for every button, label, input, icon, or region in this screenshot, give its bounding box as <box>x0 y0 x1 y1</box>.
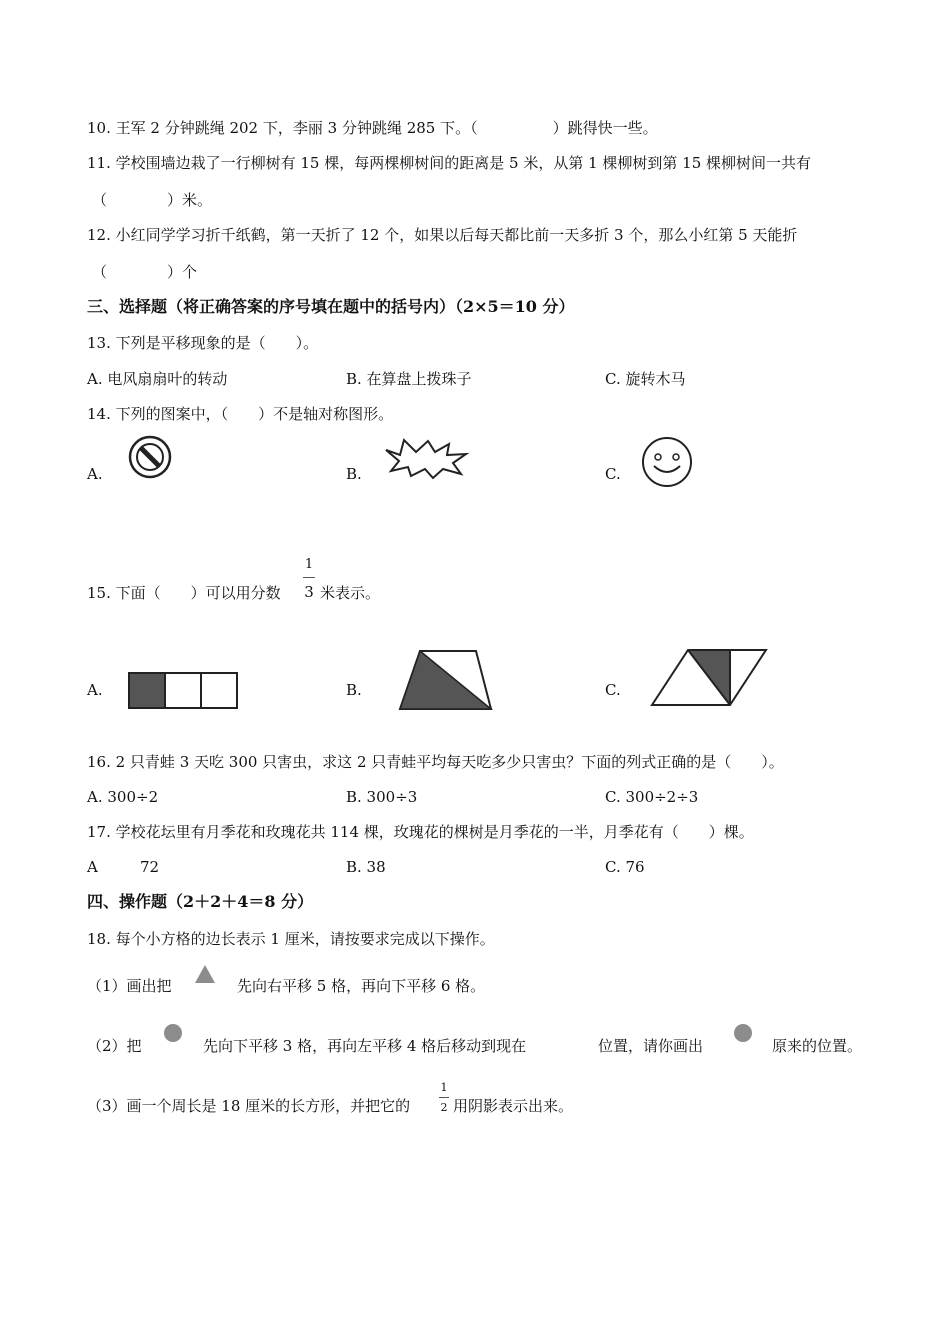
question-12-line1: 12. 小红同学学习折千纸鹤，第一天折了 12 个，如果以后每天都比前一天多折 3 个，那么小红第 5 天能折 <box>87 226 798 244</box>
section-4-title: 四、操作题（2＋2＋4＝8 分） <box>87 892 314 911</box>
question-14-stem: 14. 下列的图案中，（ ）不是轴对称图形。 <box>87 405 394 423</box>
fraction-half-denominator: 2 <box>440 1101 448 1114</box>
question-17-stem: 17. 学校花坛里有月季花和玫瑰花共 114 棵，玫瑰花的棵树是月季花的一半，月季花有（ ）棵。 <box>87 823 754 841</box>
question-10: 10. 王军 2 分钟跳绳 202 下，李丽 3 分钟跳绳 285 下。（ ）跳得快一些。 <box>87 119 658 137</box>
question-17-option-a-value: 72 <box>140 858 160 876</box>
question-15-option-b: B. <box>346 681 362 699</box>
question-16-option-b: B. 300÷3 <box>346 788 418 806</box>
question-18-stem: 18. 每个小方格的边长表示 1 厘米，请按要求完成以下操作。 <box>87 930 495 948</box>
question-14-option-c: C. <box>605 465 621 483</box>
question-12-line2: （ ）个 <box>92 263 198 281</box>
section-3-title: 三、选择题（将正确答案的序号填在题中的括号内）（2×5＝10 分） <box>87 297 575 316</box>
fraction-half-numerator: 1 <box>440 1081 448 1094</box>
question-11-line2: （ ）米。 <box>92 191 213 209</box>
smiley-face-icon <box>641 438 695 486</box>
question-16-stem: 16. 2 只青蛙 3 天吃 300 只害虫，求这 2 只青蛙平均每天吃多少只害虫？下面的列式正确的是（ ）。 <box>87 753 784 771</box>
no-sign-icon <box>127 437 175 479</box>
question-15-stem-pre: 15. 下面（ ）可以用分数 <box>87 584 281 602</box>
question-17-option-b: B. 38 <box>346 858 386 876</box>
parallelogram-figure <box>650 648 768 708</box>
question-13-option-a: A. 电风扇扇叶的转动 <box>87 370 228 388</box>
question-18-part2-pre: （2）把 <box>87 1037 142 1055</box>
question-18-part1-post: 先向右平移 5 格，再向下平移 6 格。 <box>237 977 486 995</box>
fraction-numerator: 1 <box>304 557 314 572</box>
question-18-part2-post: 原来的位置。 <box>772 1037 863 1055</box>
fraction-bar <box>303 577 315 578</box>
question-13-option-c: C. 旋转木马 <box>605 370 686 388</box>
question-18-part2-mid2: 位置，请你画出 <box>598 1037 704 1055</box>
question-13-option-b: B. 在算盘上拨珠子 <box>346 370 472 388</box>
question-15-stem-post: 米表示。 <box>320 584 381 602</box>
question-17-option-c: C. 76 <box>605 858 645 876</box>
trapezoid-figure <box>398 650 494 712</box>
triangle-icon <box>194 964 218 986</box>
question-18-part1-pre: （1）画出把 <box>87 977 172 995</box>
question-18-part3-post: 用阴影表示出来。 <box>453 1097 574 1115</box>
question-16-option-c: C. 300÷2÷3 <box>605 788 699 806</box>
starburst-icon <box>383 438 473 480</box>
fraction-denominator: 3 <box>304 583 314 601</box>
three-part-rectangle-figure <box>128 672 240 710</box>
gray-circle-icon-2 <box>733 1023 755 1045</box>
question-16-option-a: A. 300÷2 <box>87 788 159 806</box>
gray-circle-icon <box>163 1023 185 1045</box>
question-14-option-b: B. <box>346 465 362 483</box>
question-18-part3-pre: （3）画一个周长是 18 厘米的长方形，并把它的 <box>87 1097 411 1115</box>
question-15-option-c: C. <box>605 681 621 699</box>
question-17-option-a-letter: A <box>87 858 98 876</box>
fraction-half-bar <box>439 1097 449 1098</box>
question-13-stem: 13. 下列是平移现象的是（ ）。 <box>87 334 319 352</box>
question-18-part2-mid: 先向下平移 3 格，再向左平移 4 格后移动到现在 <box>203 1037 527 1055</box>
question-14-option-a: A. <box>87 465 103 483</box>
question-15-option-a: A. <box>87 681 103 699</box>
question-11-line1: 11. 学校围墙边栽了一行柳树有 15 棵，每两棵柳树间的距离是 5 米，从第 1 棵柳树到第 15 棵柳树间一共有 <box>87 154 812 172</box>
